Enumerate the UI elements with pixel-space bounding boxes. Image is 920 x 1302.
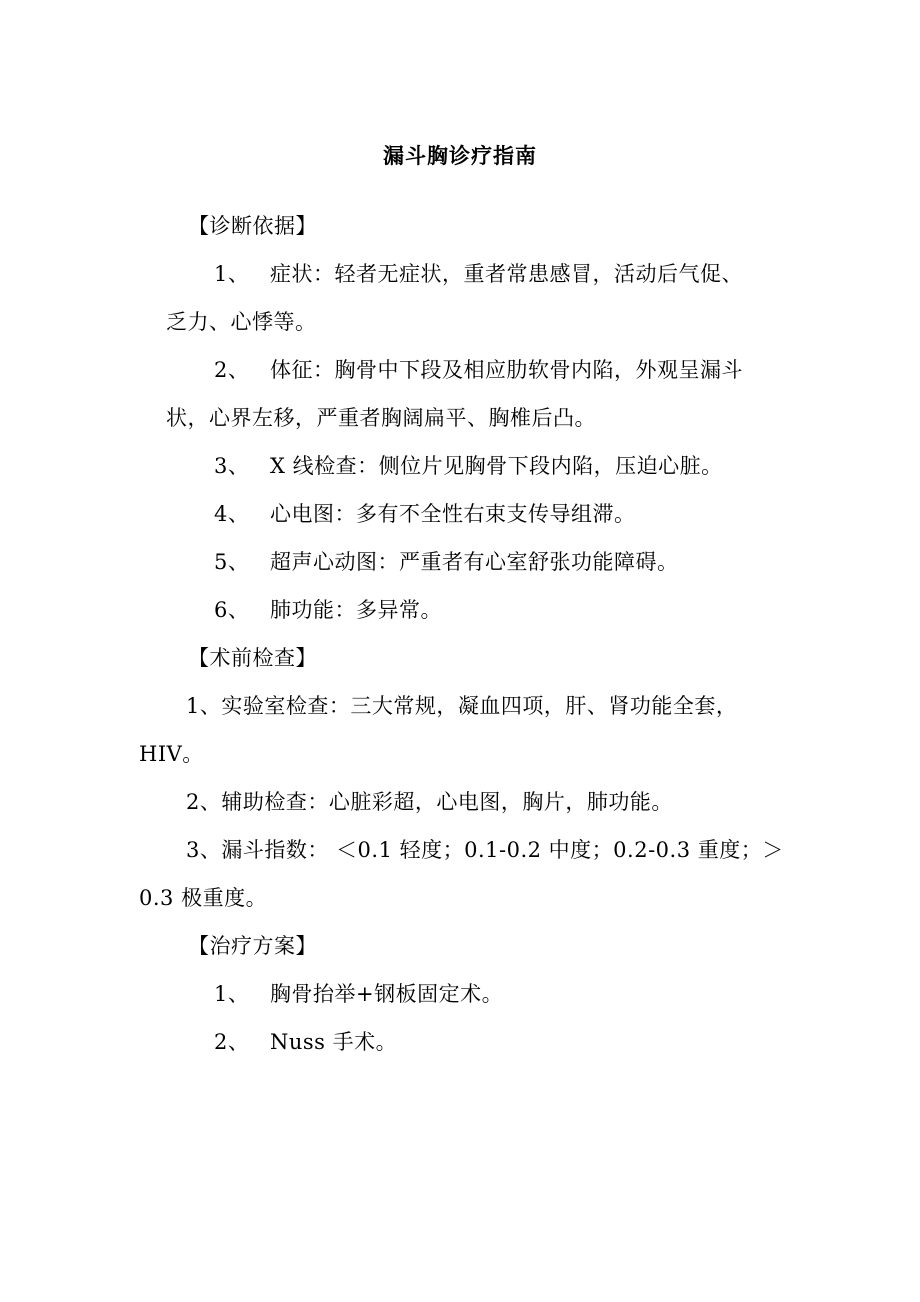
diagnosis-item-2 [214,354,743,386]
item-number: 6、 [214,598,250,622]
diagnosis-item-2-continuation: 状，心界左移，严重者胸阔扁平、胸椎后凸。 [166,406,596,430]
item-text: 胸骨抬举+钢板固定术。 [270,982,504,1006]
treatment-item-2 [214,1026,397,1058]
item-number: 4、 [214,502,250,526]
diagnosis-item-1-continuation: 乏力、心悸等。 [166,310,317,334]
item-text: 超声心动图：严重者有心室舒张功能障碍。 [270,550,679,574]
preop-item-1-continuation: HIV。 [139,742,204,766]
section-heading-preop: 【术前检查】 [188,646,317,670]
item-number: 2、 [214,358,250,382]
item-text: 体征：胸骨中下段及相应肋软骨内陷，外观呈漏斗 [270,358,743,382]
item-text: Nuss 手术。 [270,1030,398,1054]
item-text: 肺功能：多异常。 [270,598,442,622]
diagnosis-item-6 [214,594,442,626]
diagnosis-item-3 [214,450,723,482]
item-number: 3、 [214,454,250,478]
preop-item-2: 2、辅助检查：心脏彩超，心电图，胸片，肺功能。 [186,790,673,814]
item-number: 2、 [214,1030,250,1054]
item-number: 1、 [214,262,250,286]
item-text: 心电图：多有不全性右束支传导组滞。 [270,502,636,526]
preop-item-3: 3、漏斗指数： ＜0.1 轻度；0.1-0.2 中度；0.2-0.3 重度；＞ [186,838,784,862]
item-number: 1、 [214,982,250,1006]
treatment-item-1 [214,978,503,1010]
diagnosis-item-1 [214,258,743,290]
item-number: 5、 [214,550,250,574]
document-title: 漏斗胸诊疗指南 [383,143,537,168]
section-heading-treatment: 【治疗方案】 [188,934,317,958]
diagnosis-item-5 [214,546,679,578]
item-text: X 线检查：侧位片见胸骨下段内陷，压迫心脏。 [270,454,723,478]
preop-item-3-continuation: 0.3 极重度。 [139,886,268,910]
diagnosis-item-4 [214,498,636,530]
item-text: 症状：轻者无症状，重者常患感冒，活动后气促、 [270,262,743,286]
section-heading-diagnosis: 【诊断依据】 [188,214,317,238]
preop-item-1: 1、实验室检查：三大常规，凝血四项，肝、肾功能全套， [186,694,738,718]
